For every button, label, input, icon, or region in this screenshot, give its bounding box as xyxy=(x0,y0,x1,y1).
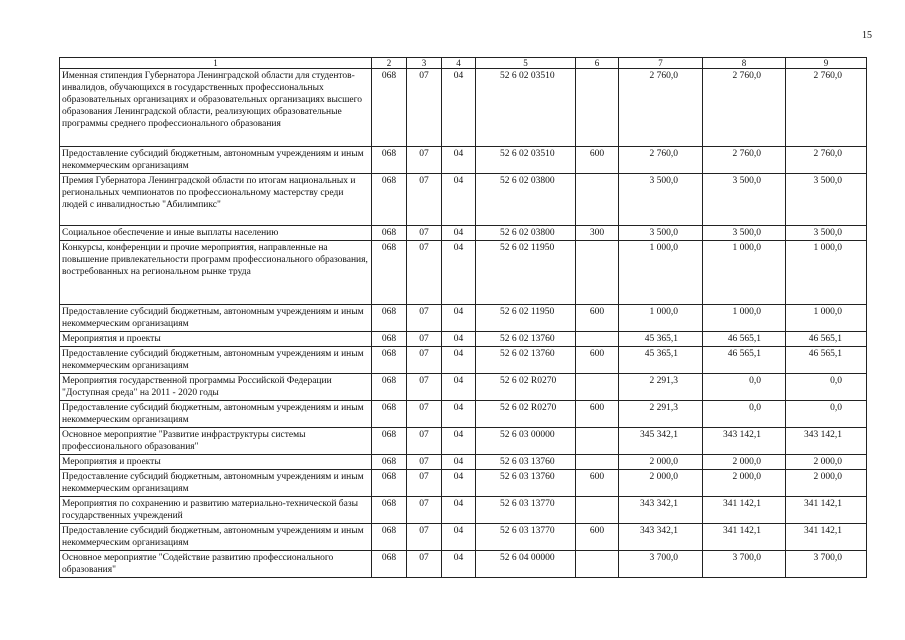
table-row xyxy=(60,497,867,524)
csr-cell: 52 6 02 03510 xyxy=(476,147,576,174)
vr-cell: 300 xyxy=(576,226,619,241)
vr-cell xyxy=(576,174,619,226)
amount-2020-cell: 3 500,0 xyxy=(703,226,786,241)
pr-cell: 04 xyxy=(442,332,476,347)
amount-2019-cell: 2 760,0 xyxy=(619,69,703,147)
amount-2019-cell: 3 700,0 xyxy=(619,551,703,578)
pr-cell: 04 xyxy=(442,226,476,241)
csr-cell: 52 6 03 13770 xyxy=(476,497,576,524)
column-header: 6 xyxy=(576,58,619,69)
amount-2021-cell: 2 000,0 xyxy=(786,470,867,497)
table-row xyxy=(60,470,867,497)
amount-2021-cell: 0,0 xyxy=(786,401,867,428)
table-header-row xyxy=(60,58,867,69)
csr-cell: 52 6 02 13760 xyxy=(476,347,576,374)
amount-2020-cell: 2 760,0 xyxy=(703,147,786,174)
amount-2021-cell: 341 142,1 xyxy=(786,497,867,524)
amount-2020-cell: 341 142,1 xyxy=(703,497,786,524)
vr-cell: 600 xyxy=(576,147,619,174)
vr-cell xyxy=(576,241,619,305)
ved-cell: 068 xyxy=(372,226,407,241)
column-header: 9 xyxy=(786,58,867,69)
pr-cell: 04 xyxy=(442,551,476,578)
pr-cell: 04 xyxy=(442,455,476,470)
amount-2020-cell: 3 700,0 xyxy=(703,551,786,578)
amount-2021-cell: 341 142,1 xyxy=(786,524,867,551)
ved-cell: 068 xyxy=(372,551,407,578)
table-row xyxy=(60,241,867,305)
row-name-cell: Предоставление субсидий бюджетным, автономным учреждениям и иным некоммерческим организациям xyxy=(60,470,372,497)
rz-cell: 07 xyxy=(407,241,442,305)
vr-cell xyxy=(576,455,619,470)
ved-cell: 068 xyxy=(372,428,407,455)
vr-cell xyxy=(576,332,619,347)
vr-cell xyxy=(576,497,619,524)
table-row xyxy=(60,147,867,174)
amount-2020-cell: 0,0 xyxy=(703,374,786,401)
ved-cell: 068 xyxy=(372,374,407,401)
vr-cell xyxy=(576,69,619,147)
vr-cell xyxy=(576,551,619,578)
csr-cell: 52 6 02 13760 xyxy=(476,332,576,347)
rz-cell: 07 xyxy=(407,374,442,401)
ved-cell: 068 xyxy=(372,305,407,332)
rz-cell: 07 xyxy=(407,174,442,226)
table-row xyxy=(60,374,867,401)
rz-cell: 07 xyxy=(407,497,442,524)
rz-cell: 07 xyxy=(407,455,442,470)
rz-cell: 07 xyxy=(407,332,442,347)
vr-cell xyxy=(576,374,619,401)
ved-cell: 068 xyxy=(372,524,407,551)
ved-cell: 068 xyxy=(372,332,407,347)
pr-cell: 04 xyxy=(442,524,476,551)
csr-cell: 52 6 02 11950 xyxy=(476,305,576,332)
table-row xyxy=(60,305,867,332)
rz-cell: 07 xyxy=(407,147,442,174)
ved-cell: 068 xyxy=(372,69,407,147)
vr-cell: 600 xyxy=(576,305,619,332)
csr-cell: 52 6 02 03800 xyxy=(476,174,576,226)
amount-2019-cell: 2 291,3 xyxy=(619,401,703,428)
amount-2021-cell: 2 760,0 xyxy=(786,147,867,174)
rz-cell: 07 xyxy=(407,69,442,147)
row-name-cell: Предоставление субсидий бюджетным, автономным учреждениям и иным некоммерческим организациям xyxy=(60,147,372,174)
vr-cell: 600 xyxy=(576,401,619,428)
csr-cell: 52 6 02 R0270 xyxy=(476,401,576,428)
row-name-cell: Мероприятия и проекты xyxy=(60,455,372,470)
amount-2020-cell: 46 565,1 xyxy=(703,332,786,347)
row-name-cell: Основное мероприятие "Содействие развитию профессионального образования" xyxy=(60,551,372,578)
ved-cell: 068 xyxy=(372,147,407,174)
amount-2021-cell: 1 000,0 xyxy=(786,305,867,332)
pr-cell: 04 xyxy=(442,470,476,497)
vr-cell: 600 xyxy=(576,470,619,497)
rz-cell: 07 xyxy=(407,428,442,455)
amount-2020-cell: 0,0 xyxy=(703,401,786,428)
row-name-cell: Именная стипендия Губернатора Ленинградской области для студентов-инвалидов, обучающихся в государственных профессиональных образовательных организациях и образовательных организациях высшего образования Ленинградской области, реализующих образовательные программы среднего профессионального образования xyxy=(60,69,372,147)
amount-2019-cell: 343 342,1 xyxy=(619,497,703,524)
amount-2021-cell: 2 760,0 xyxy=(786,69,867,147)
table-row xyxy=(60,401,867,428)
pr-cell: 04 xyxy=(442,497,476,524)
pr-cell: 04 xyxy=(442,305,476,332)
row-name-cell: Предоставление субсидий бюджетным, автономным учреждениям и иным некоммерческим организациям xyxy=(60,305,372,332)
amount-2020-cell: 3 500,0 xyxy=(703,174,786,226)
ved-cell: 068 xyxy=(372,347,407,374)
amount-2020-cell: 343 142,1 xyxy=(703,428,786,455)
amount-2020-cell: 1 000,0 xyxy=(703,305,786,332)
column-header: 8 xyxy=(703,58,786,69)
amount-2019-cell: 345 342,1 xyxy=(619,428,703,455)
table-row xyxy=(60,455,867,470)
amount-2021-cell: 2 000,0 xyxy=(786,455,867,470)
table-row xyxy=(60,69,867,147)
rz-cell: 07 xyxy=(407,347,442,374)
vr-cell xyxy=(576,428,619,455)
column-header: 7 xyxy=(619,58,703,69)
amount-2021-cell: 0,0 xyxy=(786,374,867,401)
rz-cell: 07 xyxy=(407,551,442,578)
row-name-cell: Предоставление субсидий бюджетным, автономным учреждениям и иным некоммерческим организациям xyxy=(60,524,372,551)
amount-2019-cell: 2 000,0 xyxy=(619,470,703,497)
column-header: 3 xyxy=(407,58,442,69)
table-row xyxy=(60,347,867,374)
table-row xyxy=(60,428,867,455)
rz-cell: 07 xyxy=(407,524,442,551)
amount-2021-cell: 3 500,0 xyxy=(786,226,867,241)
csr-cell: 52 6 02 R0270 xyxy=(476,374,576,401)
row-name-cell: Основное мероприятие "Развитие инфраструктуры системы профессионального образования" xyxy=(60,428,372,455)
table-row xyxy=(60,174,867,226)
column-header: 1 xyxy=(60,58,372,69)
pr-cell: 04 xyxy=(442,174,476,226)
amount-2019-cell: 45 365,1 xyxy=(619,332,703,347)
amount-2021-cell: 3 700,0 xyxy=(786,551,867,578)
rz-cell: 07 xyxy=(407,470,442,497)
row-name-cell: Предоставление субсидий бюджетным, автономным учреждениям и иным некоммерческим организациям xyxy=(60,347,372,374)
column-header: 5 xyxy=(476,58,576,69)
row-name-cell: Премия Губернатора Ленинградской области по итогам национальных и региональных чемпионатов по профессиональному мастерству среди людей с инвалидностью "Абилимпикс" xyxy=(60,174,372,226)
budget-table xyxy=(59,57,867,578)
ved-cell: 068 xyxy=(372,455,407,470)
row-name-cell: Конкурсы, конференции и прочие мероприятия, направленные на повышение привлекательности программ профессионального образования, востребованных на региональном рынке труда xyxy=(60,241,372,305)
ved-cell: 068 xyxy=(372,241,407,305)
ved-cell: 068 xyxy=(372,497,407,524)
amount-2020-cell: 1 000,0 xyxy=(703,241,786,305)
row-name-cell: Социальное обеспечение и иные выплаты населению xyxy=(60,226,372,241)
pr-cell: 04 xyxy=(442,147,476,174)
amount-2020-cell: 2 000,0 xyxy=(703,455,786,470)
csr-cell: 52 6 02 03510 xyxy=(476,69,576,147)
page-number: 15 xyxy=(862,30,872,41)
row-name-cell: Предоставление субсидий бюджетным, автономным учреждениям и иным некоммерческим организациям xyxy=(60,401,372,428)
amount-2019-cell: 343 342,1 xyxy=(619,524,703,551)
amount-2020-cell: 2 760,0 xyxy=(703,69,786,147)
column-header: 4 xyxy=(442,58,476,69)
pr-cell: 04 xyxy=(442,401,476,428)
amount-2019-cell: 1 000,0 xyxy=(619,241,703,305)
amount-2021-cell: 1 000,0 xyxy=(786,241,867,305)
row-name-cell: Мероприятия государственной программы Российской Федерации "Доступная среда" на 2011 - 2020 годы xyxy=(60,374,372,401)
amount-2020-cell: 2 000,0 xyxy=(703,470,786,497)
row-name-cell: Мероприятия по сохранению и развитию материально-технической базы государственных учреждений xyxy=(60,497,372,524)
ved-cell: 068 xyxy=(372,470,407,497)
csr-cell: 52 6 02 03800 xyxy=(476,226,576,241)
table-row xyxy=(60,524,867,551)
csr-cell: 52 6 03 13760 xyxy=(476,455,576,470)
table-row xyxy=(60,551,867,578)
table-row xyxy=(60,332,867,347)
csr-cell: 52 6 03 00000 xyxy=(476,428,576,455)
pr-cell: 04 xyxy=(442,69,476,147)
rz-cell: 07 xyxy=(407,226,442,241)
pr-cell: 04 xyxy=(442,241,476,305)
amount-2021-cell: 3 500,0 xyxy=(786,174,867,226)
rz-cell: 07 xyxy=(407,305,442,332)
csr-cell: 52 6 03 13760 xyxy=(476,470,576,497)
amount-2021-cell: 46 565,1 xyxy=(786,347,867,374)
csr-cell: 52 6 03 13770 xyxy=(476,524,576,551)
column-header: 2 xyxy=(372,58,407,69)
amount-2019-cell: 45 365,1 xyxy=(619,347,703,374)
rz-cell: 07 xyxy=(407,401,442,428)
pr-cell: 04 xyxy=(442,428,476,455)
amount-2019-cell: 2 291,3 xyxy=(619,374,703,401)
amount-2021-cell: 343 142,1 xyxy=(786,428,867,455)
row-name-cell: Мероприятия и проекты xyxy=(60,332,372,347)
vr-cell: 600 xyxy=(576,347,619,374)
amount-2020-cell: 46 565,1 xyxy=(703,347,786,374)
ved-cell: 068 xyxy=(372,401,407,428)
amount-2019-cell: 2 000,0 xyxy=(619,455,703,470)
table-row xyxy=(60,226,867,241)
amount-2019-cell: 3 500,0 xyxy=(619,226,703,241)
pr-cell: 04 xyxy=(442,347,476,374)
amount-2020-cell: 341 142,1 xyxy=(703,524,786,551)
amount-2019-cell: 3 500,0 xyxy=(619,174,703,226)
csr-cell: 52 6 04 00000 xyxy=(476,551,576,578)
amount-2019-cell: 1 000,0 xyxy=(619,305,703,332)
pr-cell: 04 xyxy=(442,374,476,401)
csr-cell: 52 6 02 11950 xyxy=(476,241,576,305)
vr-cell: 600 xyxy=(576,524,619,551)
amount-2019-cell: 2 760,0 xyxy=(619,147,703,174)
ved-cell: 068 xyxy=(372,174,407,226)
amount-2021-cell: 46 565,1 xyxy=(786,332,867,347)
